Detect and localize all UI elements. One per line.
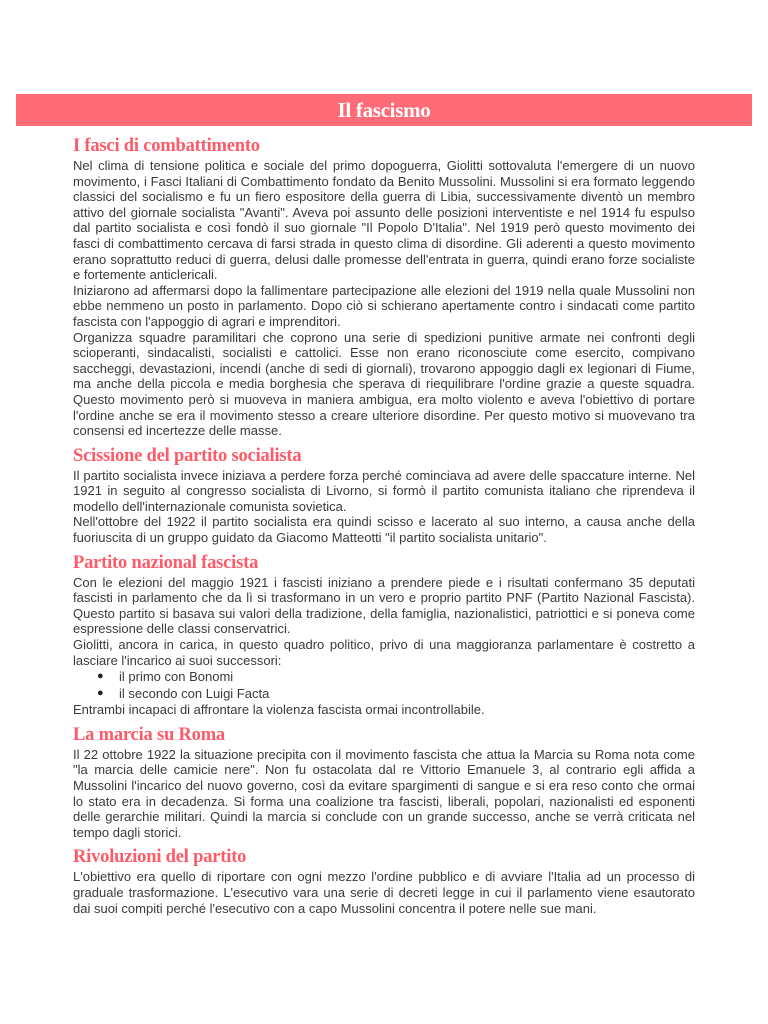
paragraph: Nell'ottobre del 1922 il partito socialista era quindi scisso e lacerato al suo interno, a causa anche della fuoriuscita di un gruppo guidato da Giacomo Matteotti "il partito socialista unitario". [73,514,695,546]
paragraph: Entrambi incapaci di affrontare la violenza fascista ormai incontrollabile. [73,702,485,718]
section-heading: Partito nazional fascista [73,552,259,573]
paragraph: Il partito socialista invece iniziava a perdere forza perché cominciava ad avere delle spaccature interne. Nel 1921 in seguito al congresso socialista di Livorno, si formò il partito comunista italiano che riprendeva il modello dell'internazionale comunista sovietica. [73,467,695,514]
paragraph: Giolitti, ancora in carica, in questo quadro politico, privo di una maggioranza parlamentare è costretto a lasciare l'incarico ai suoi successori: [73,637,695,668]
successor-list [73,668,695,702]
paragraph: Nel clima di tensione politica e sociale del primo dopoguerra, Giolitti sottovaluta l'emergere di un nuovo movimento, i Fasci Italiani di Combattimento fondato da Benito Mussolini. Mussolini si era formato leggendo classici del socialismo e fu un fiero espositore della guerra di Libia, successivamente diventò un membro attivo del giornale socialista "Avanti". Aveva poi assunto delle posizioni interventiste e nel 1914 fu espulso dal partito socialista e così fondò il suo giornale "Il Popolo D'Italia". Nel 1919 però questo movimento dei fasci di combattimento cercava di farsi strada in questo clima di disordine. Gli aderenti a questo movimento erano soprattutto reduci di guerra, delusi dalle promesse dell'entrata in guerra, quindi erano forze socialiste e fortemente anticlericali. [73,158,695,283]
section-rivoluzioni [73,845,695,916]
paragraph: Organizza squadre paramilitari che coprono una serie di spedizioni punitive armate nei confronti degli scioperanti, sindacalisti, socialisti e cattolici. Esse non erano riconosciute come esercito, compivano saccheggi, devastazioni, incendi (anche di sedi di giornali), trovarono appoggio dagli ex legionari di Fiume, ma anche della piccola e media borghesia che sperava di riequilibrare l'ordine grazie a queste squadra. Questo movimento però si muoveva in maniera ambigua, era molto violento e aveva l'obiettivo di portare l'ordine anche se era il movimento stesso a creare ulteriore disordine. Per questo motivo si muovevano tra consensi ed incertezze delle masse. [73,329,695,439]
section-heading: La marcia su Roma [73,724,225,745]
section-scissione [73,444,695,546]
list-item-text: il secondo con Luigi Facta [119,686,270,702]
section-pnf [73,551,695,718]
section-heading: I fasci di combattimento [73,136,260,156]
title-banner [16,94,752,126]
section-fasci [73,134,695,439]
list-item [97,685,695,702]
page-title: Il fascismo [337,97,431,122]
section-marcia [73,723,695,841]
paragraph: L'obiettivo era quello di riportare con ogni mezzo l'ordine pubblico e di avviare l'Italia ad un processo di graduale trasformazione. L'esecutivo vara una serie di decreti legge in cui il parlamento viene esautorato dai suoi compiti perché l'esecutivo con a capo Mussolini concentra il potere nelle sue mani. [73,869,695,916]
list-item-text: il primo con Bonomi [119,669,234,685]
paragraph: Iniziarono ad affermarsi dopo la fallimentare partecipazione alle elezioni del 1919 nella quale Mussolini non ebbe nemmeno un posto in parlamento. Dopo ciò si schierano apertamente contro i sindacati come partito fascista con l'appoggio di agrari e imprenditori. [73,282,695,329]
paragraph: Con le elezioni del maggio 1921 i fascisti iniziano a prendere piede e i risultati confermano 35 deputati fascisti in parlamento che da lì si trasformano in un vero e proprio partito PNF (Partito Nazional Fascista). Questo partito si basava sui valori della tradizione, della famiglia, nazionalistici, patriottici e si poneva come espressione delle classi conservatrici. [73,574,695,637]
section-heading: Scissione del partito socialista [73,445,302,466]
document-body [73,134,695,921]
bullet-icon: ● [97,670,104,683]
paragraph: Il 22 ottobre 1922 la situazione precipita con il movimento fascista che attua la Marcia su Roma nota come "la marcia delle camicie nere". Non fu ostacolata dal re Vittorio Emanuele 3, al contrario egli affida a Mussolini l'incarico del nuovo governo, così da evitare spargimenti di sangue e si era reso conto che ormai lo stato era in decadenza. Si forma una coalizione tra fascisti, liberali, popolari, nazionalisti ed esponenti delle gerarchie militari. Quindi la marcia si conclude con un grande successo, anche se verrà criticata nel tempo dagli storici. [73,746,695,840]
bullet-icon: ● [97,687,104,700]
list-item [97,668,695,685]
section-heading: Rivoluzioni del partito [73,847,247,868]
